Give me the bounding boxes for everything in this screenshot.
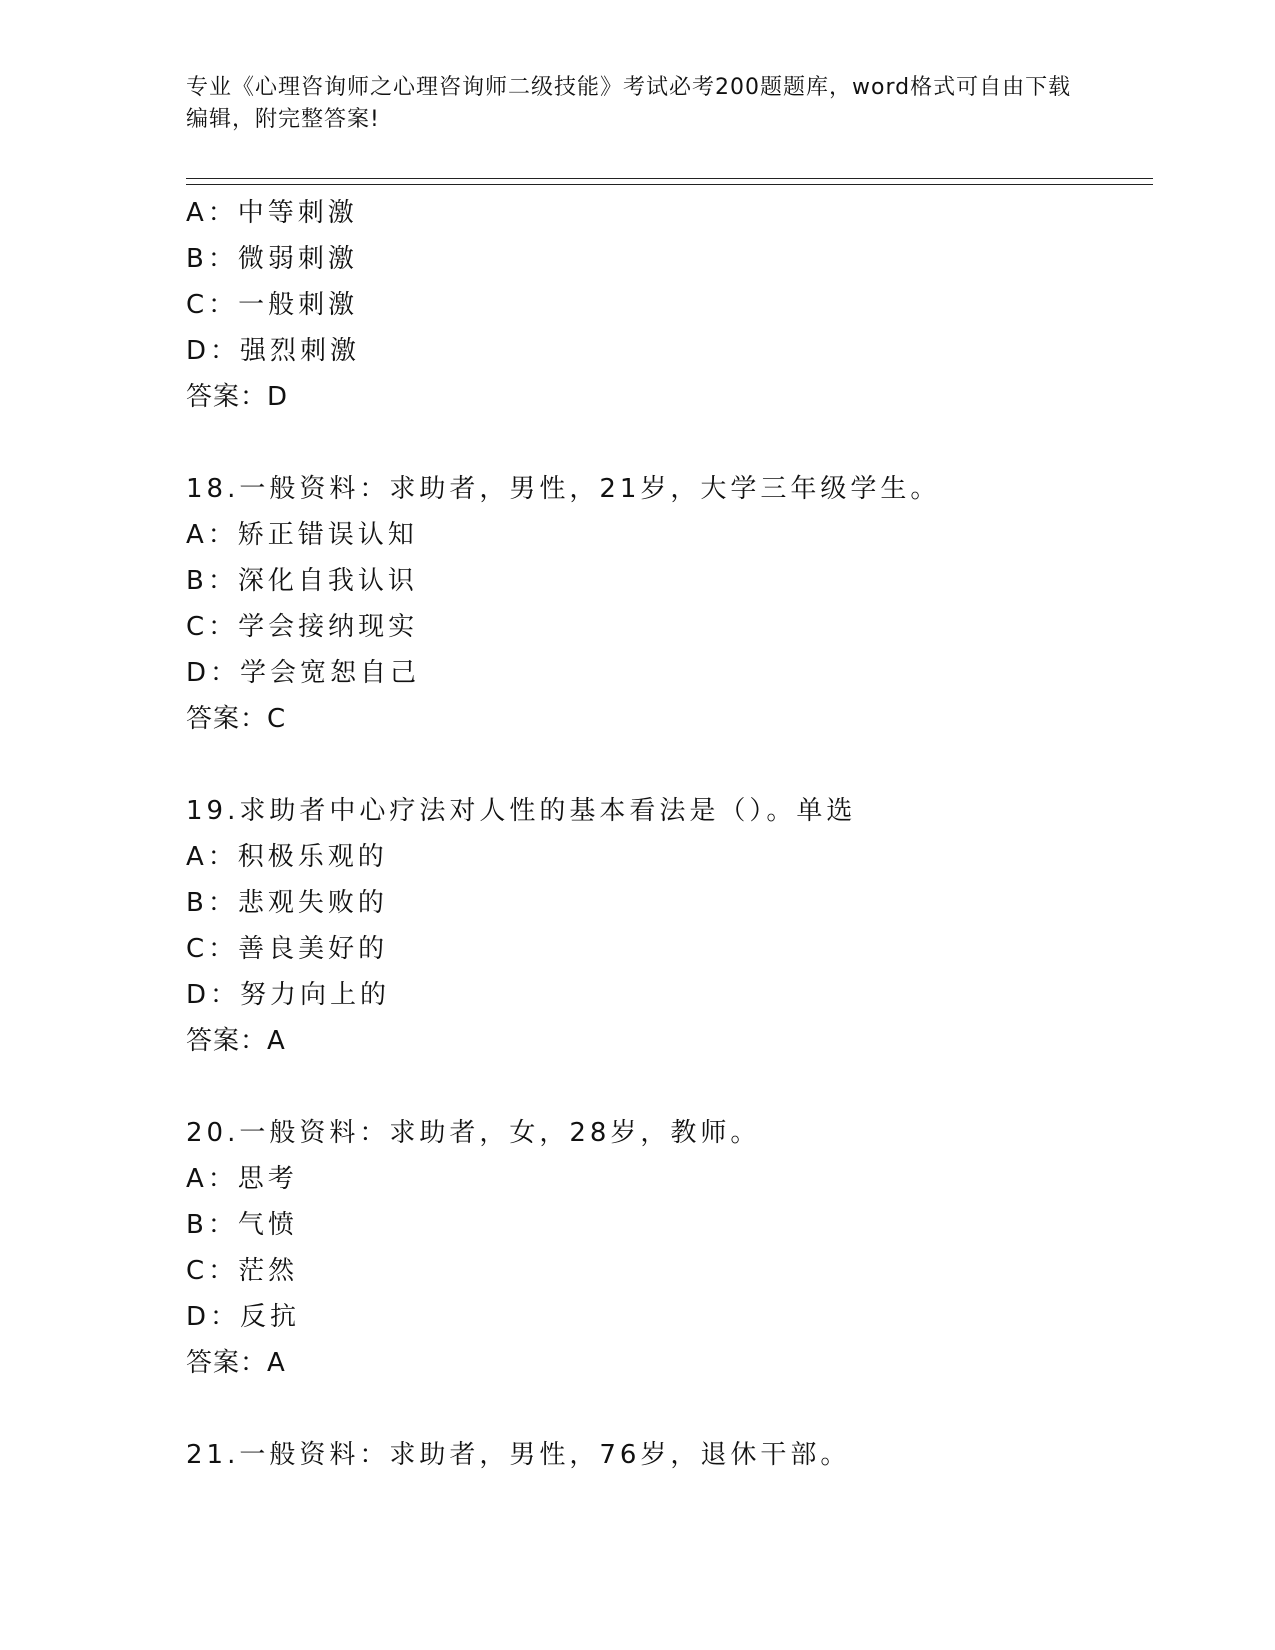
option-d: D：努力向上的 (186, 980, 391, 1010)
option-a: A：思考 (186, 1164, 298, 1194)
option-a: A：积极乐观的 (186, 842, 388, 872)
header-divider (186, 178, 1153, 185)
option-c: C：学会接纳现实 (186, 612, 419, 642)
option-d: D：强烈刺激 (186, 336, 361, 366)
option-d: D：学会宽恕自己 (186, 658, 421, 688)
option-b: B：微弱刺激 (186, 244, 358, 274)
spacer (186, 1386, 1146, 1432)
spacer (186, 1064, 1146, 1110)
answer: 答案：A (186, 1026, 286, 1056)
question-block (186, 466, 1146, 742)
page-header: 专业《心理咨询师之心理咨询师二级技能》考试必考200题题库，word格式可自由下载编辑，附完整答案! (186, 75, 1072, 132)
question-block (186, 1110, 1146, 1386)
option-b: B：深化自我认识 (186, 566, 418, 596)
question-text: 19.求助者中心疗法对人性的基本看法是（）。单选 (186, 796, 857, 826)
option-b: B：悲观失败的 (186, 888, 388, 918)
question-text: 18.一般资料：求助者，男性，21岁，大学三年级学生。 (186, 474, 941, 504)
answer: 答案：D (186, 382, 289, 412)
option-a: A：中等刺激 (186, 198, 358, 228)
question-list (186, 190, 1146, 1478)
question-block (186, 1432, 1146, 1478)
option-c: C：一般刺激 (186, 290, 359, 320)
spacer (186, 742, 1146, 788)
answer: 答案：A (186, 1348, 286, 1378)
option-b: B：气愤 (186, 1210, 298, 1240)
option-d: D：反抗 (186, 1302, 301, 1332)
spacer (186, 420, 1146, 466)
question-block (186, 190, 1146, 420)
question-text: 20.一般资料：求助者，女，28岁，教师。 (186, 1118, 761, 1148)
option-c: C：茫然 (186, 1256, 299, 1286)
question-text: 21.一般资料：求助者，男性，76岁，退休干部。 (186, 1440, 851, 1470)
answer: 答案：C (186, 704, 287, 734)
option-c: C：善良美好的 (186, 934, 389, 964)
question-block (186, 788, 1146, 1064)
option-a: A：矫正错误认知 (186, 520, 418, 550)
